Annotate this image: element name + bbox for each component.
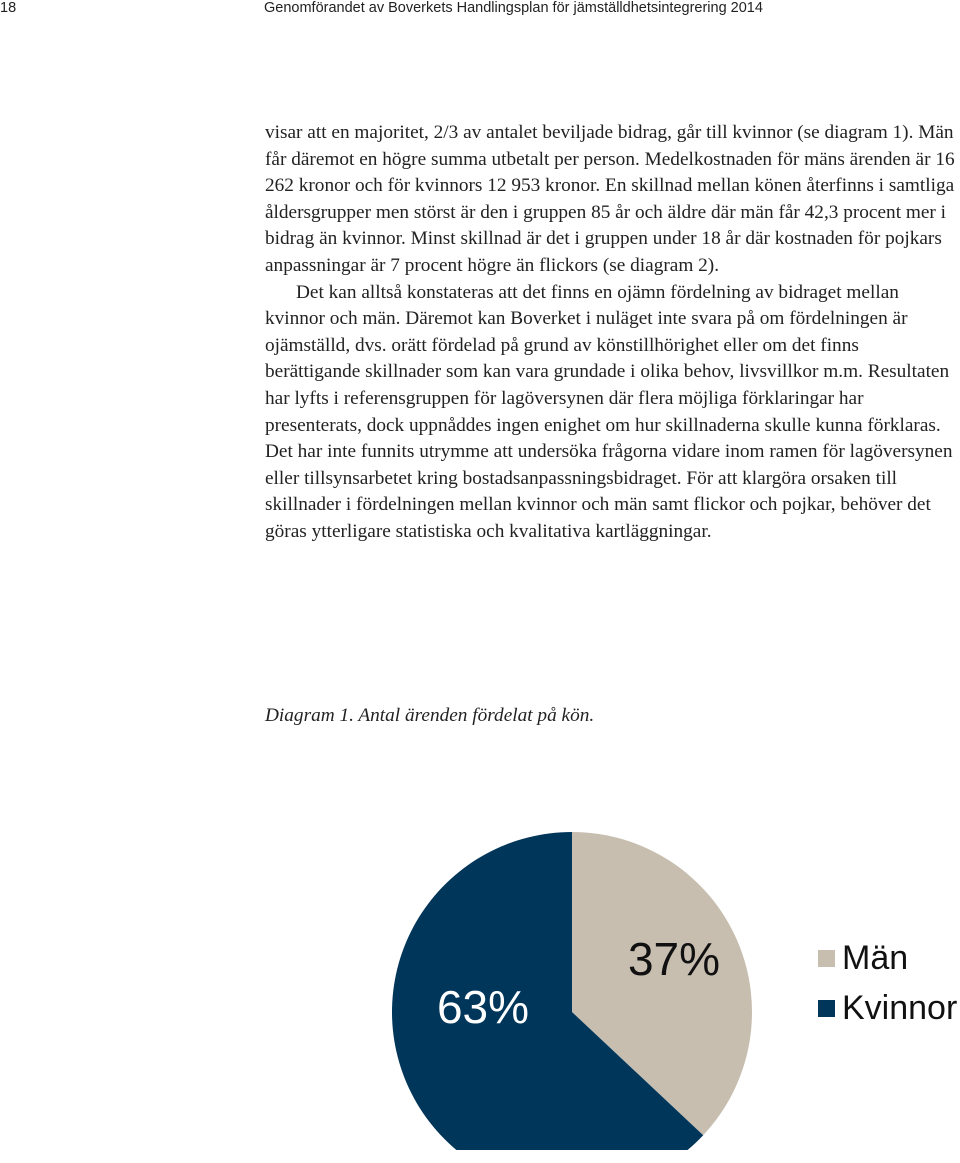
running-title: Genomförandet av Boverkets Handlingsplan för jämställdhetsintegrering 2014	[264, 0, 763, 16]
legend-swatch-kvinnor	[818, 1000, 835, 1017]
legend-item-kvinnor	[818, 983, 957, 1033]
page-number: 18	[0, 0, 17, 16]
paragraph: visar att en majoritet, 2/3 av antalet beviljade bidrag, går till kvinnor (se diagram 1). Män får däremot en högre summa utbetalt per person. Medelkostnaden för mäns ärenden är 16 262 kronor och för kvinnors 12 953 kronor. En skillnad mellan könen återfinns i samtliga åldersgrupper men störst är den i gruppen 85 år och äldre där män får 42,3 procent mer i bidrag än kvinnor. Minst skillnad är det i gruppen under 18 år där kostnaden för pojkars anpassningar är 7 procent högre än flickors (se diagram 2).	[265, 122, 955, 276]
page-header	[0, 0, 960, 16]
body-text	[265, 120, 955, 546]
paragraph: Det kan alltså konstateras att det finns en ojämn fördelning av bidraget mellan kvinnor och män. Däremot kan Boverket i nuläget inte svara på om fördelningen är ojämställd, dvs. orätt fördelad på grund av könstillhörighet eller om det finns berättigande skillnader som kan vara grundade i olika behov, livsvillkor m.m. Resultaten har lyfts i referensgruppen för lagöversynen där flera möjliga förklaringar har presenterats, dock uppnåddes ingen enighet om hur skillnaderna skulle kunna förklaras. Det har inte funnits utrymme att undersöka frågorna vidare inom ramen för lagöversynen eller tillsynsarbetet kring bostadsanpassningsbidraget. För att klargöra orsaken till skillnader i fördelningen mellan kvinnor och män samt flickor och pojkar, behöver det göras ytterligare statistiska och kvalitativa kartläggningar.	[265, 281, 953, 542]
legend-item-man	[818, 933, 957, 983]
legend-label-man: Män	[842, 938, 909, 977]
chart-legend	[818, 933, 957, 1033]
legend-swatch-man	[818, 950, 835, 967]
slice-label-man: 37%	[627, 933, 721, 986]
legend-label-kvinnor: Kvinnor	[842, 988, 958, 1027]
diagram-caption: Diagram 1. Antal ärenden fördelat på kön.	[265, 705, 595, 726]
slice-label-kvinnor: 63%	[436, 981, 530, 1034]
